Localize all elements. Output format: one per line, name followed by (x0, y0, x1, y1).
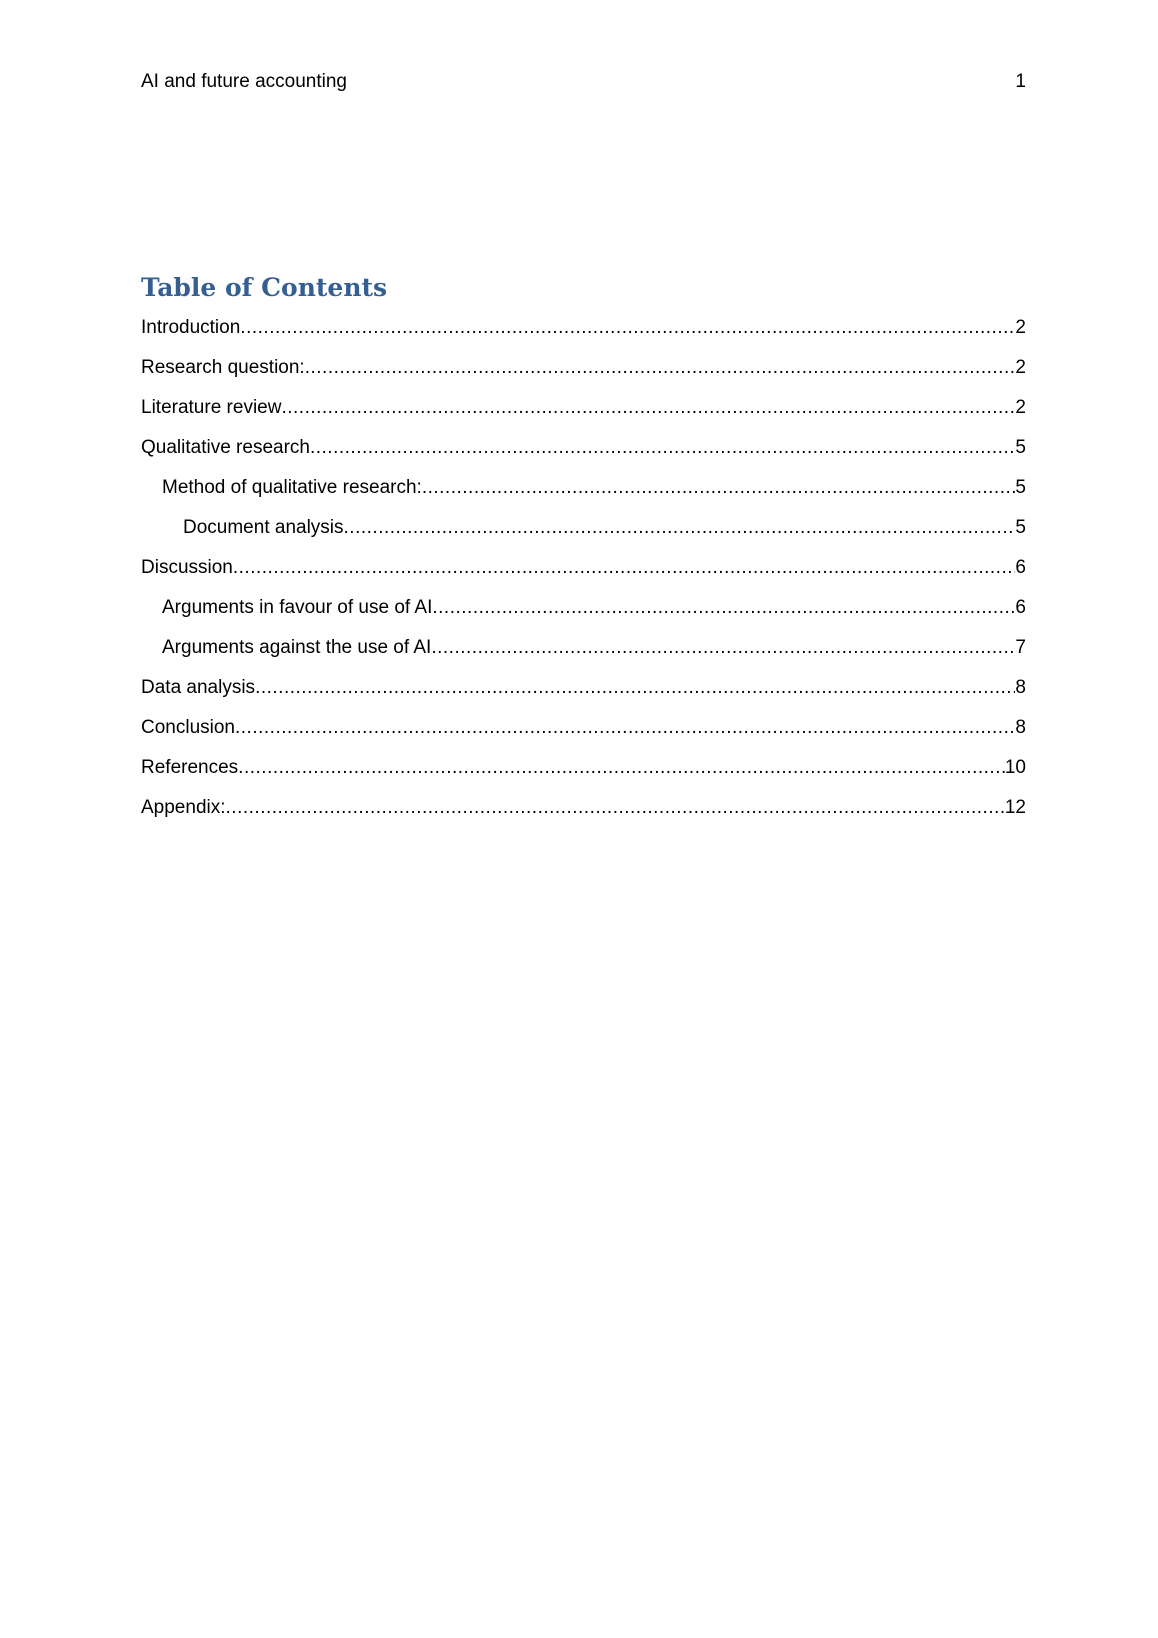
toc-entry-page: 12 (1004, 797, 1026, 818)
dot-leader (238, 756, 1005, 780)
header-page-number: 1 (1015, 71, 1026, 92)
dot-leader (344, 516, 1016, 540)
toc-entry-title: Qualitative research (141, 437, 310, 458)
toc-entry-page: 8 (1015, 677, 1026, 698)
toc-entry-title: Method of qualitative research: (162, 477, 422, 498)
toc-entry-discussion[interactable] (141, 548, 1026, 588)
header-title: AI and future accounting (141, 71, 347, 92)
toc-entry-title: Document analysis (183, 517, 344, 538)
toc-entry-page: 5 (1015, 517, 1026, 538)
toc-entry-literature-review[interactable] (141, 388, 1026, 428)
toc-entry-page: 2 (1015, 357, 1026, 378)
dot-leader (233, 556, 1016, 580)
toc-entry-research-question[interactable] (141, 348, 1026, 388)
toc-entry-title: Conclusion (141, 717, 235, 738)
dot-leader (240, 316, 1015, 340)
toc-entry-title: References (141, 757, 239, 778)
toc-entry-title: Appendix: (141, 797, 226, 818)
toc-entry-page: 6 (1015, 597, 1026, 618)
toc-entry-document-analysis[interactable] (141, 508, 1026, 548)
toc-entry-title: Introduction (141, 317, 241, 338)
toc-entry-page: 8 (1015, 717, 1026, 738)
dot-leader (235, 716, 1015, 740)
toc-entry-page: 2 (1015, 397, 1026, 418)
dot-leader (431, 636, 1015, 660)
page-header (141, 68, 1026, 96)
toc-entry-arguments-against[interactable] (141, 628, 1026, 668)
toc-entry-title: Arguments against the use of AI (162, 637, 432, 658)
dot-leader (305, 356, 1016, 380)
toc-entry-appendix[interactable] (141, 788, 1026, 828)
dot-leader (255, 676, 1015, 700)
toc-entry-title: Data analysis (141, 677, 256, 698)
toc-heading: Table of Contents (141, 273, 388, 302)
dot-leader (281, 396, 1015, 420)
dot-leader (422, 476, 1016, 500)
toc-entry-page: 6 (1015, 557, 1026, 578)
toc-entry-page: 2 (1015, 317, 1026, 338)
dot-leader (310, 436, 1015, 460)
toc-entry-title: Arguments in favour of use of AI (162, 597, 433, 618)
dot-leader (226, 796, 1005, 820)
toc-entry-conclusion[interactable] (141, 708, 1026, 748)
toc-entry-title: Literature review (141, 397, 282, 418)
toc-entry-page: 5 (1015, 477, 1026, 498)
dot-leader (432, 596, 1015, 620)
toc-entry-arguments-in-favour[interactable] (141, 588, 1026, 628)
toc-entry-references[interactable] (141, 748, 1026, 788)
toc-entry-page: 7 (1015, 637, 1026, 658)
toc-entry-qualitative-research[interactable] (141, 428, 1026, 468)
toc-entry-title: Research question: (141, 357, 305, 378)
toc-entry-page: 10 (1004, 757, 1026, 778)
toc-entry-data-analysis[interactable] (141, 668, 1026, 708)
table-of-contents (141, 308, 1026, 828)
toc-entry-page: 5 (1015, 437, 1026, 458)
toc-entry-method-of-qualitative-research[interactable] (141, 468, 1026, 508)
toc-entry-title: Discussion (141, 557, 233, 578)
toc-entry-introduction[interactable] (141, 308, 1026, 348)
